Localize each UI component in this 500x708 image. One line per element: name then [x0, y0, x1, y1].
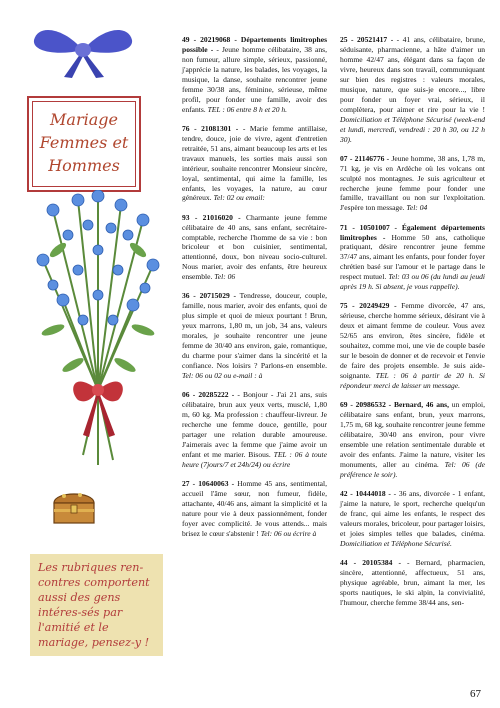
- ad-contact: Tel: 03 ou 06 (du lundi au jeudi après 19 h. Si absent, je vous rappelle).: [340, 272, 486, 292]
- classified-ad: [340, 223, 485, 293]
- classified-ad: [340, 154, 485, 214]
- ad-contact: Domiciliation et Téléphone Sécurisé (week-end et lundi, mercredi, vendredi : 20 h 30, ou 12 h 30).: [340, 114, 485, 144]
- title-box: [27, 96, 141, 192]
- ad-contact: Tel: 02 ou email:: [213, 193, 265, 203]
- ad-contact: Domiciliation et Téléphone Sécurisé.: [340, 538, 452, 548]
- ad-reference: 76 - 21081301 -: [182, 123, 239, 133]
- ad-text: - 41 ans, célibataire, brune, séduisante, pharmacienne, a hâte d'aimer un homme 42/47 ans, élégant dans sa façon de vivre, heureux dans son travail, communiquant sur bien des registres : valeurs morales, musique, nature, que suis-je encore..., libre pour fonder un foyer vrai, sérieux, il complètera, pour aimer et rire pour la vie !: [340, 35, 485, 114]
- ad-reference: 06 - 20285222 -: [182, 390, 235, 400]
- ad-reference: 75 - 20249429 -: [340, 301, 397, 311]
- ads-column-1: [182, 35, 327, 548]
- ad-text: Homme 50 ans, catholique pratiquant, désire rencontrer jeune femme 37/47 ans, aimant les enfants, pour fonder foyer chrétien basé sur l'amour et le partage dans le respect mutuel.: [340, 232, 485, 282]
- ad-reference: 69 - 20986532 - Bernard, 46 ans,: [340, 400, 450, 410]
- info-note-box: [30, 554, 163, 656]
- classified-ad: [340, 35, 485, 144]
- classified-ad: [182, 213, 327, 283]
- ad-text: Tendresse, douceur, couple, famille, nous marier, avoir des enfants, quoi de plus simple et quoi de mieux pourtant ! Brun, yeux marrons, 1,80 m, un job, 34 ans, valeurs morales, je souhaite rencontrer une jeune femme de 30/40 ans environ, gaie, romantique, du charme pour s'aimer dans la sincérité et la confiance. Nos loisirs ? Parlons-en ensemble.: [182, 291, 328, 371]
- ad-contact: Tel: 06 ou 02 ou e-mail : à: [182, 371, 263, 381]
- ad-text: - Marie femme antillaise, tendre, douce, joie de vivre, agent d'entretien retraitée, 51 ans, aimant beaucoup les arts et les travaux manuels, les sorties mais aussi son intérieur, souhaite rencontrer Monsieur sincère, loyal, sentimental, qui aime la famille, les enfants, les voyages, la nature, au cœur généreux.: [182, 123, 327, 203]
- ad-contact: Tel: 04: [406, 203, 428, 213]
- title-line-3: Hommes: [48, 156, 120, 175]
- classified-ad: [340, 301, 485, 391]
- ad-reference: 25 - 20521417 -: [340, 35, 394, 44]
- info-note-text: Les rubriques ren-contres comportent aussi des gens intéres-sés par l'amitié et le mariage, pensez-y !: [38, 561, 150, 649]
- ad-text: - Bonjour - J'ai 21 ans, suis célibataire, brun aux yeux verts, musclé, 1,80 m, 60 kg. Ma profession : chauffeur-livreur. Je recherche une femme douce, gentille, pour partager une relation durable amoureuse. J'aimerais avec la femme que j'aime avoir un enfant et me marier. Bisous.: [182, 390, 328, 459]
- title-line-2: Femmes et: [39, 133, 129, 152]
- classified-ad: [340, 400, 485, 480]
- title-line-1: Mariage: [50, 110, 118, 129]
- ad-contact: Tel: 06: [214, 272, 236, 282]
- classified-ad: [340, 558, 485, 608]
- blue-ribbon-bow-icon: [28, 22, 138, 82]
- ad-reference: 27 - 10640063 -: [182, 479, 235, 489]
- treasure-chest-icon: [50, 487, 98, 527]
- ad-text: Homme 45 ans, sentimental, accueil l'âme sœur, non fumeur, fidèle, attachante, 40/46 ans, aimant la simplicité et la nature pour vie à deux passionnément, fonder foyer avec complicité. Je vous attends... mais brisez le cœur s'abstenir !: [182, 479, 328, 538]
- ad-contact: TEL : 06 à partir de 20 h. Si répondeur merci de laisser un message.: [340, 371, 485, 391]
- ad-text: - 36 ans, divorcée - 1 enfant, j'aime la nature, le sport, recherche quelqu'un de franc, qui aime les enfants, le respect des valeurs morales, bricoleur, pour partager loisirs, et joies simples telles que balades, cinéma.: [340, 489, 486, 538]
- classified-ad: [182, 35, 327, 115]
- ad-text: - Jeune homme célibataire, 38 ans, non fumeur, allure simple, sérieux, passionné, j'apprécie la nature, les balades, les voyages, la musique, la danse, souhaite rencontrer jeune femme 30/38 ans, féminine, sérieuse, même profil, pour fonder une famille, avoir des enfants.: [182, 44, 327, 114]
- classified-ad: [182, 291, 327, 381]
- ad-reference: 49 - 20219068 - Départements limitrophes possible -: [182, 35, 327, 54]
- ad-contact: TEL : 06 entre 8 h et 20 h.: [207, 104, 288, 114]
- classified-ad: [182, 479, 327, 539]
- classified-ad: [340, 489, 485, 549]
- classified-ad: [182, 390, 327, 470]
- ad-text: Charmante jeune femme célibataire de 40 ans, sans enfant, secrétaire-comptable, recherche l'homme de sa vie : bon bricoleur et bon cuisinier, sentimental, attentionné, doux, bon niveau socio-culturel. Nous marier, avoir des enfants, être heureux ensemble.: [182, 212, 327, 282]
- ad-text: Jeune homme, 38 ans, 1,78 m, 71 kg, je vis en Ardèche où les volcans ont sculpté nos montagnes. Je suis agriculteur et recherche jeune femme pour fonder une famille, travaillant ou non sur l'exploitation. J'espère ton message.: [340, 153, 485, 213]
- ad-reference: 07 - 21146776 -: [340, 153, 390, 163]
- ad-contact: Tel: 06 (de préférence le soir).: [340, 459, 485, 479]
- ad-contact: TEL : 06 à toute heure (7jours/7 et 24h/24) ou écrire: [182, 449, 328, 469]
- ad-text: Femme divorcée, 47 ans, sérieuse, cherche homme sérieux, désirant vie à deux et aimant femme de couleur. Vous avez 52/65 ans environ, êtes sincère, fidèle et souhaitez, comme moi, une vie de couple basée sur le besoin de donner et de recevoir et l'envie de faire des projets ensemble. Je suis aide-soignante.: [340, 301, 485, 381]
- ad-reference: 44 - 20105384 -: [340, 557, 401, 567]
- page-number: 67: [470, 688, 481, 700]
- ad-text: un emploi, célibataire sans enfant, brun, yeux marrons, 1,75 m, 68 kg, souhaite rencontrer jeune femme célibataire, 30/40 ans environ, pour vivre ensemble une relation sentimentale durable et avoir des enfants. J'aime la nature, visiter les monuments, aller au cinéma.: [340, 400, 485, 469]
- ad-reference: 93 - 21016020 -: [182, 212, 241, 222]
- ad-text: - Bernard, pharmacien, sincère, attentionné, affectueux, 51 ans, physique agréable, brun, aimant la mer, les sports nautiques, le ski alpin, la convivialité, l'humour, cherche femme 38/44 ans, sen-: [340, 557, 485, 607]
- ad-reference: 71 - 10501007 - Également départements limitrophes -: [340, 222, 485, 242]
- flower-bouquet-icon: [33, 190, 163, 475]
- left-decor-column: [0, 0, 170, 708]
- ad-reference: 36 - 20715029 -: [182, 291, 237, 301]
- ads-column-2: [340, 35, 485, 617]
- ad-contact: Tel: 06 ou écrire à: [260, 528, 317, 538]
- ad-reference: 42 - 10444018 -: [340, 489, 391, 499]
- classified-ad: [182, 124, 327, 204]
